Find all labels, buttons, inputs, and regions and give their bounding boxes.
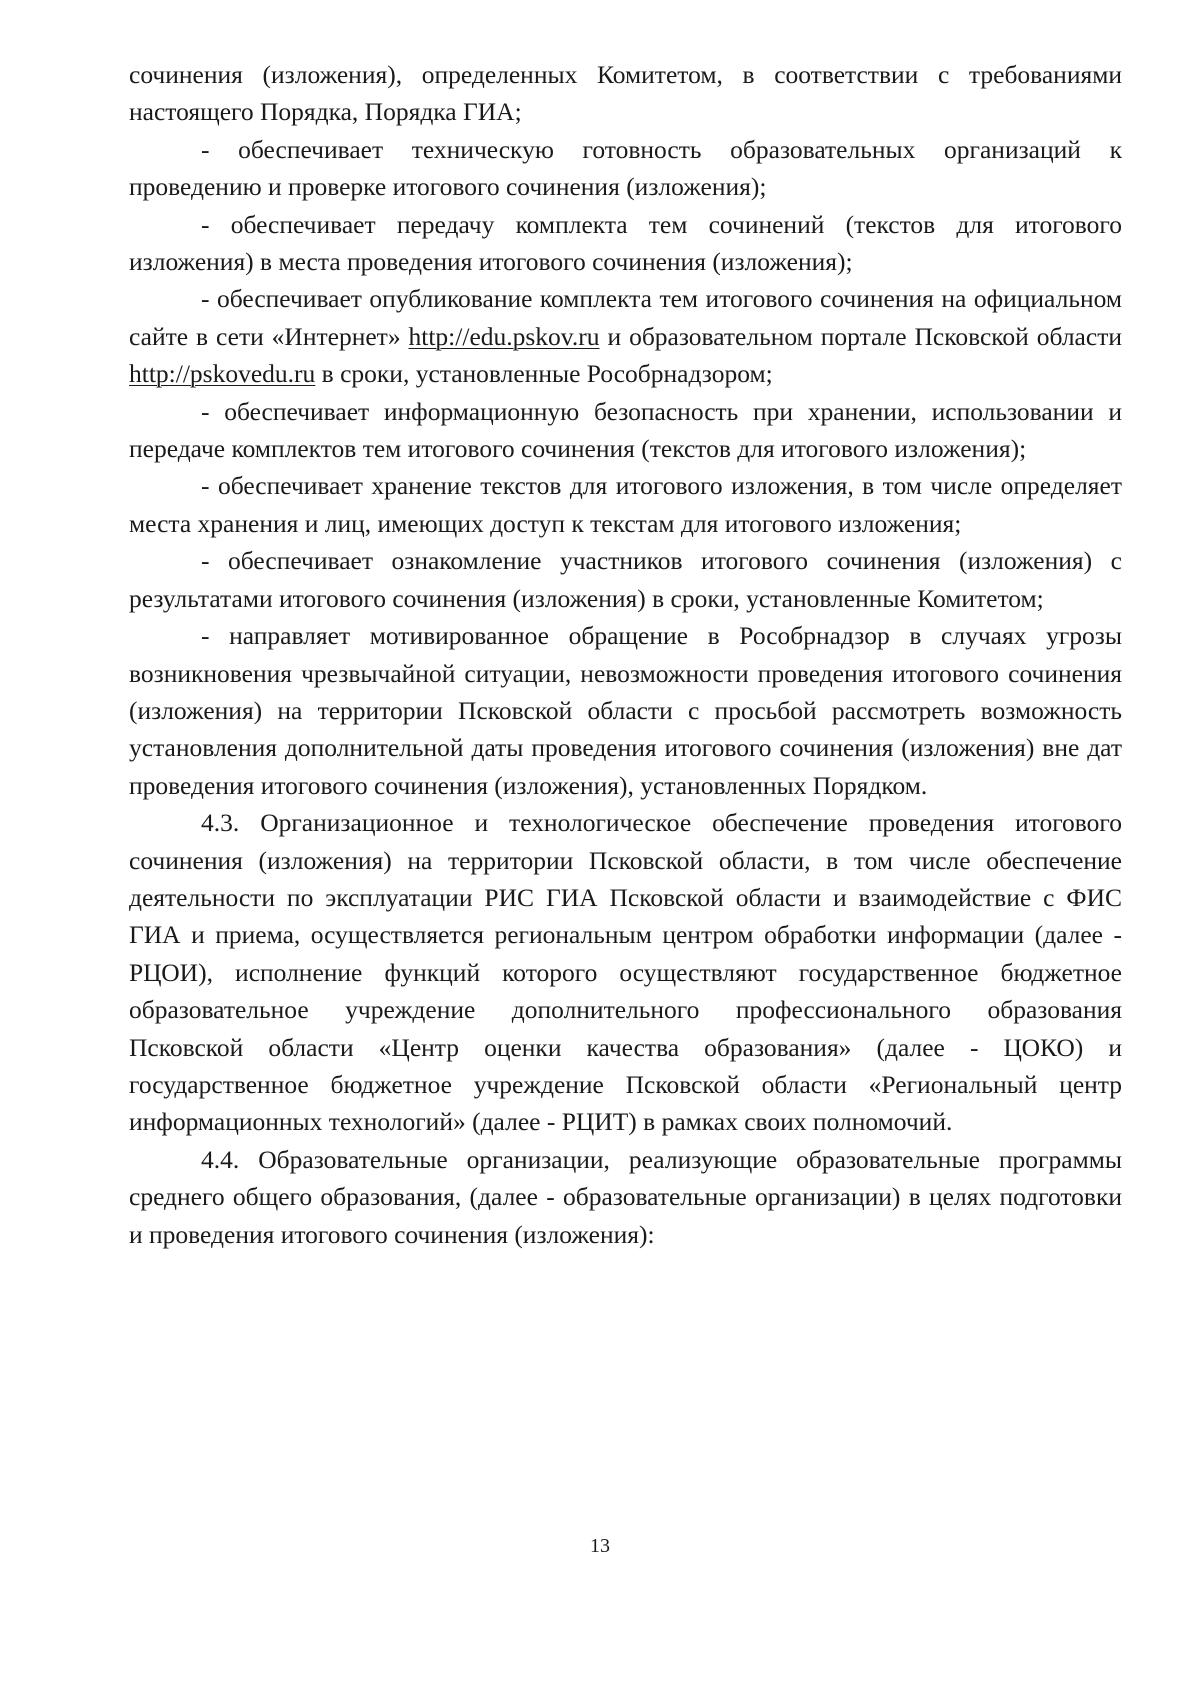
paragraph-motivated-appeal: - направляет мотивированное обращение в Рособрнадзор в случаях угрозы возникновения чрезвычайной ситуации, невозможности проведения итогового сочинения (изложения) на территории Псковской области с просьбой рассмотреть возможность установления дополнительной даты проведения итогового сочинения (изложения) вне дат проведения итогового сочинения (изложения), установленных Порядком.: [129, 621, 1122, 800]
paragraph-publication: [129, 280, 1122, 392]
pskovedu-link[interactable]: http://pskovedu.ru: [129, 359, 316, 389]
paragraph-publication-text-1: - обеспечивает опубликование комплекта тем итогового сочинения на официальном сайте в сети «Интернет»: [129, 284, 1122, 351]
paragraph-publication-text-3: в сроки, установленные Рособрнадзором;: [315, 359, 773, 389]
paragraph-technical-readiness: - обеспечивает техническую готовность образовательных организаций к проведению и проверке итогового сочинения (изложения);: [129, 134, 1122, 202]
paragraph-information-security: - обеспечивает информационную безопасность при хранении, использовании и передаче комплектов тем итогового сочинения (текстов для итогового изложения);: [129, 396, 1122, 464]
page-number: 13: [590, 1535, 610, 1557]
document-page: [129, 56, 1122, 1253]
paragraph-section-4-3: 4.3. Организационное и технологическое обеспечение проведения итогового сочинения (изложения) на территории Псковской области, в том числе обеспечение деятельности по эксплуатации РИС ГИА Псковской области и взаимодействие с ФИС ГИА и приема, осуществляется региональным центром обработки информации (далее - РЦОИ), исполнение функций которого осуществляют государственное бюджетное образовательное учреждение дополнительного профессионального образования Псковской области «Центр оценки качества образования» (далее - ЦОКО) и государственное бюджетное учреждение Псковской области «Региональный центр информационных технологий» (далее - РЦИТ) в рамках своих полномочий.: [129, 808, 1122, 1137]
paragraph-results-familiarization: - обеспечивает ознакомление участников итогового сочинения (изложения) с результатами итогового сочинения (изложения) в сроки, установленные Комитетом;: [129, 546, 1122, 613]
paragraph-topics-transfer: - обеспечивает передачу комплекта тем сочинений (текстов для итогового изложения) в места проведения итогового сочинения (изложения);: [129, 209, 1122, 277]
paragraph-continuation: сочинения (изложения), определенных Комитетом, в соответствии с требованиями настоящего Порядка, Порядка ГИА;: [129, 60, 1122, 127]
edu-pskov-link[interactable]: http://edu.pskov.ru: [408, 321, 600, 351]
paragraph-text-storage: - обеспечивает хранение текстов для итогового изложения, в том числе определяет места хранения и лиц, имеющих доступ к текстам для итогового изложения;: [129, 471, 1122, 538]
paragraph-publication-text-2: и образовательном портале Псковской области: [599, 321, 1122, 351]
paragraph-section-4-4: 4.4. Образовательные организации, реализующие образовательные программы среднего общего образования, (далее - образовательные организации) в целях подготовки и проведения итогового сочинения (изложения):: [129, 1144, 1122, 1249]
